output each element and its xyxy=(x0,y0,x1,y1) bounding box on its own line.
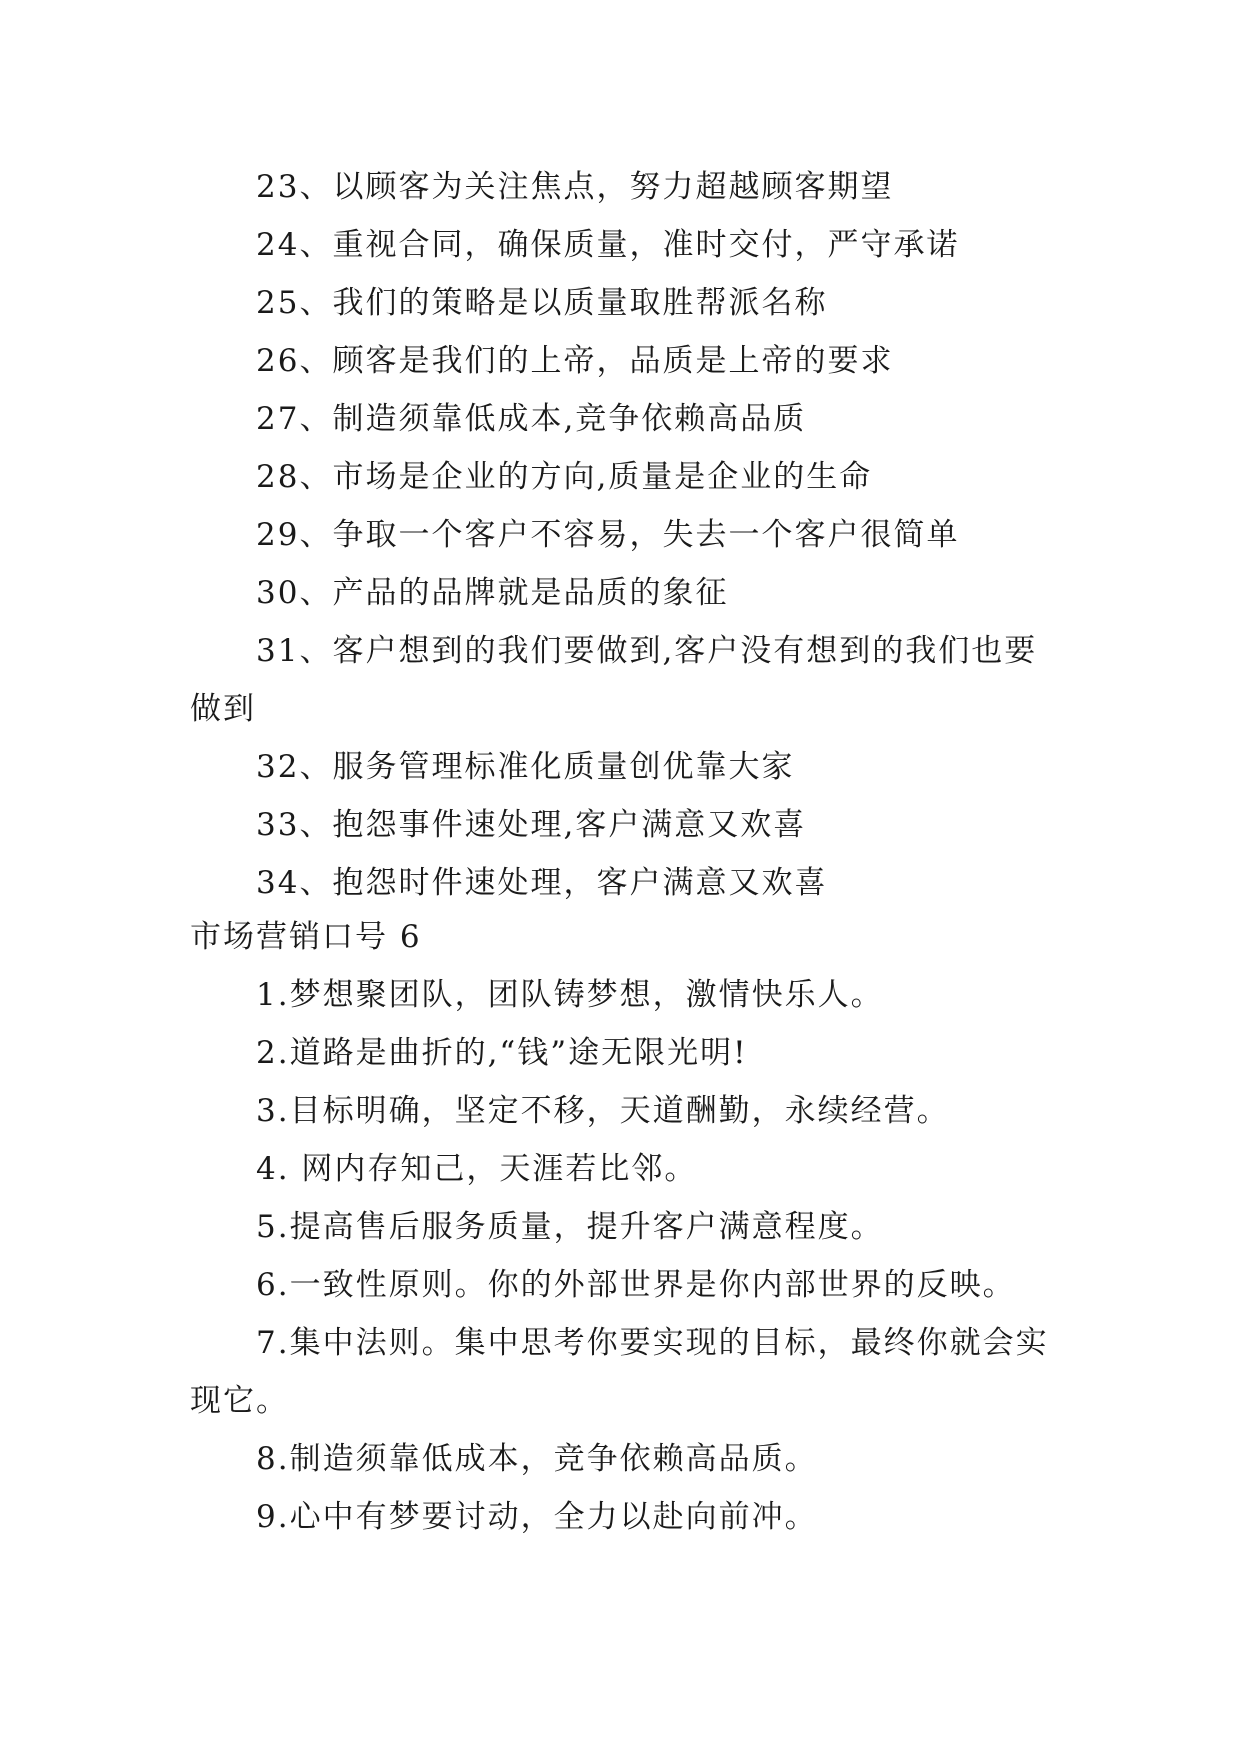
paragraph-line-continuation: 现它。 xyxy=(190,1383,289,1419)
paragraph-line: 30、产品的品牌就是品质的象征 xyxy=(256,575,729,611)
paragraph-line: 29、争取一个客户不容易，失去一个客户很简单 xyxy=(256,517,960,553)
paragraph-line: 7.集中法则。集中思考你要实现的目标，最终你就会实 xyxy=(256,1325,1049,1361)
paragraph-line: 8.制造须靠低成本，竞争依赖高品质。 xyxy=(256,1441,818,1477)
paragraph-line: 31、客户想到的我们要做到,客户没有想到的我们也要 xyxy=(256,633,1038,669)
paragraph-line: 32、服务管理标准化质量创优靠大家 xyxy=(256,749,795,785)
paragraph-line: 25、我们的策略是以质量取胜帮派名称 xyxy=(256,285,828,321)
paragraph-line: 33、抱怨事件速处理,客户满意又欢喜 xyxy=(256,807,807,843)
section-heading: 市场营销口号 6 xyxy=(190,919,422,955)
paragraph-line: 5.提高售后服务质量，提升客户满意程度。 xyxy=(256,1209,884,1245)
paragraph-line: 2.道路是曲折的,“钱”途无限光明! xyxy=(256,1035,748,1071)
paragraph-line: 6.一致性原则。你的外部世界是你内部世界的反映。 xyxy=(256,1267,1016,1303)
paragraph-line: 27、制造须靠低成本,竞争依赖高品质 xyxy=(256,401,807,437)
paragraph-line: 28、市场是企业的方向,质量是企业的生命 xyxy=(256,459,873,495)
paragraph-line: 34、抱怨时件速处理，客户满意又欢喜 xyxy=(256,865,828,901)
paragraph-line-continuation: 做到 xyxy=(190,691,256,727)
paragraph-line: 24、重视合同，确保质量，准时交付，严守承诺 xyxy=(256,227,960,263)
paragraph-line: 9.心中有梦要讨动，全力以赴向前冲。 xyxy=(256,1499,818,1535)
paragraph-line: 4. 网内存知己，天涯若比邻。 xyxy=(256,1151,698,1187)
paragraph-line: 26、顾客是我们的上帝，品质是上帝的要求 xyxy=(256,343,894,379)
paragraph-line: 1.梦想聚团队，团队铸梦想，激情快乐人。 xyxy=(256,977,884,1013)
paragraph-line: 3.目标明确，坚定不移，天道酬勤，永续经营。 xyxy=(256,1093,950,1129)
document-body xyxy=(190,158,1060,1546)
paragraph-line: 23、以顾客为关注焦点，努力超越顾客期望 xyxy=(256,169,894,205)
